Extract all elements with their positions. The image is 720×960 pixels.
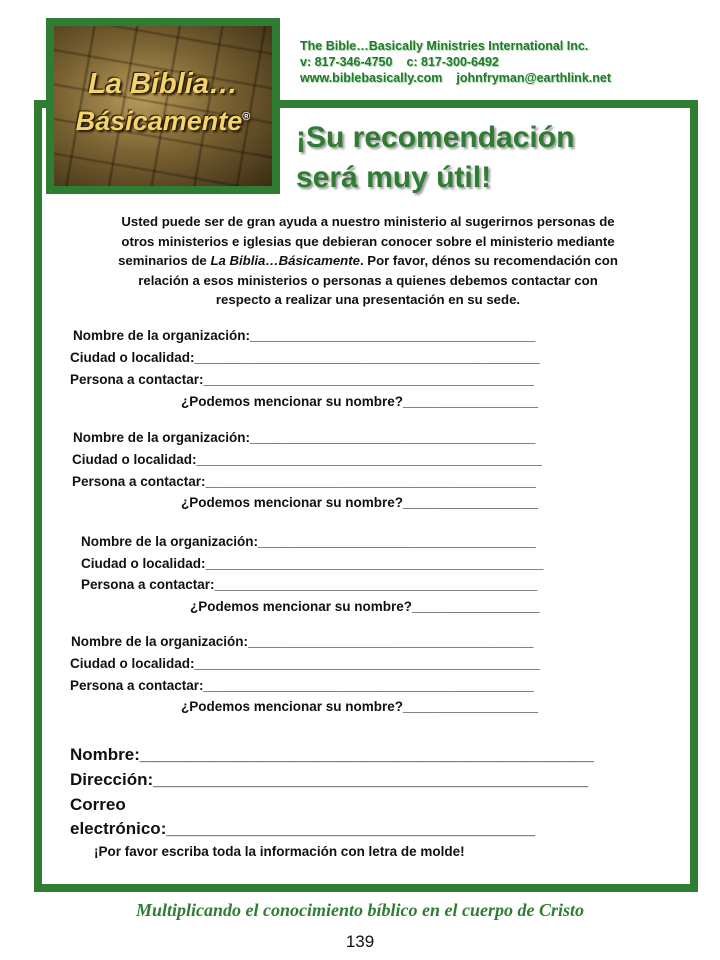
contact-person-field[interactable]: Persona a contactar:____________________________________________	[72, 474, 536, 489]
city-field[interactable]: Ciudad o localidad:______________________________________________	[70, 656, 540, 671]
city-field[interactable]: Ciudad o localidad:______________________________________________	[72, 452, 542, 467]
intro-line: relación a esos ministerios o personas a quienes debemos contactar con	[138, 272, 598, 288]
email-label: Correo	[70, 795, 126, 814]
web-line	[300, 70, 700, 86]
headline-line1: ¡Su recomendación	[296, 121, 575, 154]
city-field[interactable]: Ciudad o localidad:______________________________________________	[70, 350, 540, 365]
logo-title-line1: La Biblia…	[88, 68, 238, 100]
contact-person-field[interactable]: Persona a contactar:____________________________________________	[70, 678, 534, 693]
website-link[interactable]: www.biblebasically.com	[300, 71, 443, 85]
your-email-field[interactable]: electrónico:_______________________________________	[70, 819, 536, 838]
contact-person-field[interactable]: Persona a contactar:___________________________________________	[81, 577, 538, 592]
intro-line: Usted puede ser de gran ayuda a nuestro ministerio al sugerirnos personas de	[121, 214, 615, 229]
program-title: La Biblia…Básicamente	[210, 253, 360, 268]
intro-line: seminarios de La Biblia…Básicamente. Por favor, dénos su recomendación con	[118, 253, 618, 268]
your-address-field[interactable]: Dirección:______________________________________________	[70, 770, 589, 789]
intro-line: otros ministerios e iglesias que debieran conocer sobre el ministerio mediante	[121, 233, 615, 249]
page-number: 139	[345, 932, 375, 951]
org-name-field[interactable]: Nombre de la organización:_____________________________________	[81, 534, 536, 549]
org-name-field[interactable]: Nombre de la organización:______________________________________	[71, 634, 534, 649]
email-link[interactable]: johnfryman@earthlink.net	[456, 71, 611, 85]
mention-name-field[interactable]: ¿Podemos mencionar su nombre?__________________	[181, 394, 539, 409]
phone-office: v: 817-346-4750	[300, 55, 393, 69]
mention-name-field[interactable]: ¿Podemos mencionar su nombre?__________________	[181, 495, 539, 510]
logo-image	[54, 26, 272, 186]
city-field[interactable]: Ciudad o localidad:_____________________________________________	[81, 556, 544, 571]
your-name-field[interactable]: Nombre:________________________________________________	[70, 745, 594, 764]
registered-mark: ®	[242, 111, 251, 123]
phone-line	[300, 54, 700, 70]
org-name-field[interactable]: Nombre de la organización:______________________________________	[73, 328, 536, 343]
intro-paragraph	[56, 212, 680, 310]
print-instruction-note: ¡Por favor escriba toda la información con letra de molde!	[94, 844, 465, 859]
phone-cell: c: 817-300-6492	[406, 55, 499, 69]
footer-tagline: Multiplicando el conocimiento bíblico en el cuerpo de Cristo	[136, 900, 584, 920]
mention-name-field[interactable]: ¿Podemos mencionar su nombre?_________________	[190, 599, 540, 614]
mention-name-field[interactable]: ¿Podemos mencionar su nombre?__________________	[181, 699, 539, 714]
org-name-field[interactable]: Nombre de la organización:______________________________________	[73, 430, 536, 445]
logo-title-line2: Básicamente®	[75, 106, 251, 136]
ministry-name: The Bible…Basically Ministries International Inc.	[300, 39, 589, 53]
logo-frame	[46, 18, 280, 194]
headline-line2: será muy útil!	[296, 161, 492, 194]
ministry-contact-info	[300, 38, 700, 86]
intro-line: respecto a realizar una presentación en su sede.	[215, 292, 521, 307]
page-headline	[296, 118, 686, 198]
contact-person-field[interactable]: Persona a contactar:____________________________________________	[70, 372, 534, 387]
